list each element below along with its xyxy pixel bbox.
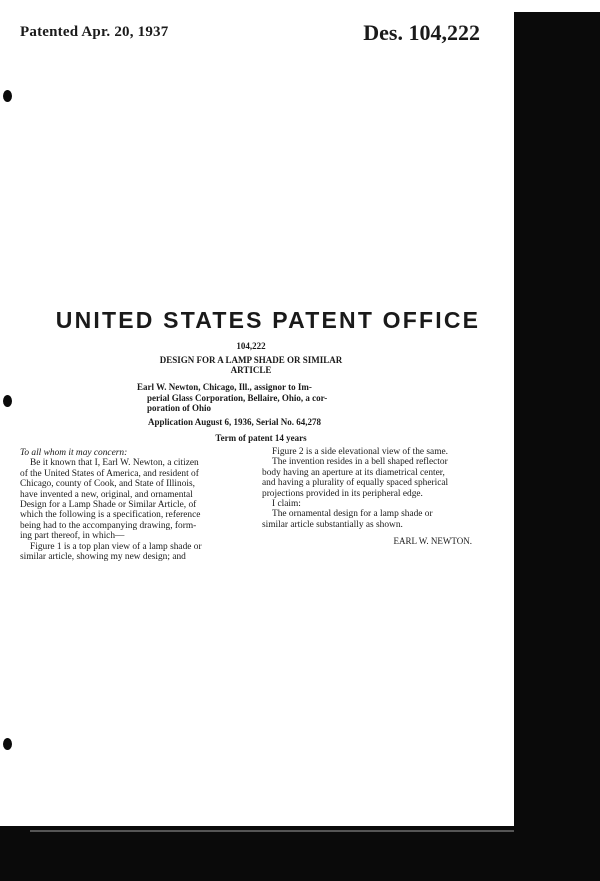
inventor-line3: poration of Ohio bbox=[147, 403, 212, 413]
body-line: Design for a Lamp Shade or Similar Article, of bbox=[20, 500, 197, 511]
scan-border-right bbox=[514, 12, 600, 881]
body-line: Chicago, county of Cook, and State of Illinois, bbox=[20, 479, 195, 490]
binding-hole-top bbox=[3, 90, 12, 102]
body-line: which the following is a specification, reference bbox=[20, 510, 201, 521]
right-column bbox=[262, 447, 474, 547]
inventor-block bbox=[137, 382, 363, 414]
body-line: Figure 1 is a top plan view of a lamp shade or bbox=[30, 541, 202, 552]
design-number: Des. 104,222 bbox=[363, 20, 480, 45]
body-line: Be it known that I, Earl W. Newton, a citizen bbox=[30, 458, 199, 469]
body-line: of the United States of America, and resident of bbox=[20, 468, 199, 479]
claim-line: similar article substantially as shown. bbox=[262, 519, 403, 530]
design-title-line2: ARTICLE bbox=[230, 365, 272, 375]
salutation: To all whom it may concern: bbox=[20, 448, 128, 458]
body-line: similar article, showing my new design; and bbox=[20, 552, 186, 563]
term-line: Term of patent 14 years bbox=[215, 433, 307, 443]
scan-border-bottom bbox=[0, 826, 600, 881]
left-column bbox=[20, 448, 248, 562]
body-line: projections provided in its peripheral edge. bbox=[262, 488, 423, 499]
signature: EARL W. NEWTON. bbox=[393, 536, 472, 547]
body-line: Figure 2 is a side elevational view of the same. bbox=[272, 447, 448, 457]
patent-number: 104,222 bbox=[236, 341, 266, 351]
body-line: have invented a new, original, and ornamental bbox=[20, 489, 193, 500]
office-heading: UNITED STATES PATENT OFFICE bbox=[55, 307, 481, 333]
application-line: Application August 6, 1936, Serial No. 64,278 bbox=[148, 417, 322, 427]
patented-date: Patented Apr. 20, 1937 bbox=[20, 24, 169, 40]
claim-line: The ornamental design for a lamp shade or bbox=[272, 509, 433, 520]
binding-hole-bottom bbox=[3, 738, 12, 750]
inventor-line2: perial Glass Corporation, Bellaire, Ohio, a cor- bbox=[147, 392, 328, 403]
design-title-line1: DESIGN FOR A LAMP SHADE OR SIMILAR bbox=[159, 355, 343, 365]
inventor-line1: Earl W. Newton, Chicago, Ill., assignor to Im- bbox=[137, 382, 312, 392]
body-line: being had to the accompanying drawing, form- bbox=[20, 520, 197, 531]
design-title bbox=[136, 355, 366, 375]
body-line: The invention resides in a bell shaped reflector bbox=[272, 457, 448, 468]
binding-hole-middle bbox=[3, 395, 12, 407]
claim-heading: I claim: bbox=[272, 499, 301, 510]
body-line: and having a plurality of equally spaced spherical bbox=[262, 478, 449, 489]
body-line: body having an aperture at its diametrical center, bbox=[262, 467, 445, 478]
page-edge-line bbox=[30, 830, 514, 832]
body-line: ing part thereof, in which— bbox=[20, 531, 125, 542]
